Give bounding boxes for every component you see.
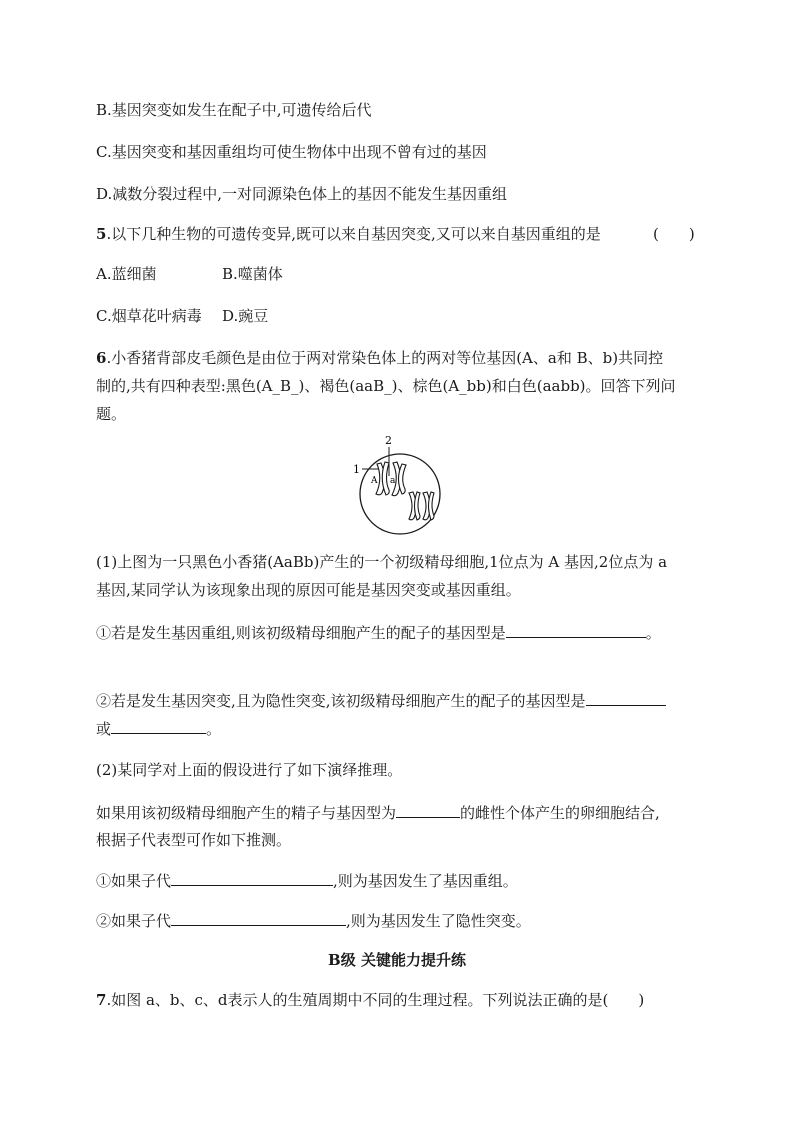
label-2: 2 xyxy=(385,434,392,447)
q5-option-d: D.豌豆 xyxy=(222,307,269,325)
answer-blank-3[interactable] xyxy=(111,718,206,734)
spermatocyte-figure xyxy=(340,432,460,542)
q7-number: 7 xyxy=(96,991,107,1009)
q6-part1-b2-start: 或 xyxy=(96,720,112,738)
q5-option-b: B.噬菌体 xyxy=(222,265,283,283)
homologous-pair-2 xyxy=(409,492,434,520)
q6-part2-line2-a: 如果用该初级精母细胞产生的精子与基因型为 xyxy=(96,804,397,822)
q4-option-d: D.减数分裂过程中,一对同源染色体上的基因不能发生基因重组 xyxy=(96,185,508,203)
answer-blank-4[interactable] xyxy=(396,802,460,818)
q6-part2-a-start: ①如果子代 xyxy=(96,872,172,890)
q6-part1-line1: (1)上图为一只黑色小香猪(AaBb)产生的一个初级精母细胞,1位点为 A 基因,2位点为 a xyxy=(96,553,668,571)
chromatid xyxy=(429,492,435,520)
section-b-heading: B级 关键能力提升练 xyxy=(328,951,466,969)
q5-option-c: C.烟草花叶病毒 xyxy=(96,307,202,325)
q6-stem-line2: 制的,共有四种表型:黑色(A_B_)、褐色(aaB_)、棕色(A_bb)和白色(aabb)。回答下列问 xyxy=(96,377,676,395)
q6-part2-a xyxy=(96,870,518,891)
q6-part2-b-start: ②如果子代 xyxy=(96,912,172,930)
q6-part2-b-end: ,则为基因发生了隐性突变。 xyxy=(346,912,531,930)
label-1: 1 xyxy=(353,463,360,476)
q6-part1-b2-end: 。 xyxy=(206,720,222,738)
q4-option-b: B.基因突变如发生在配子中,可遗传给后代 xyxy=(96,101,372,119)
q7-stem-text: .如图 a、b、c、d表示人的生殖周期中不同的生理过程。下列说法正确的是 xyxy=(106,991,603,1009)
q5-option-a: A.蓝细菌 xyxy=(96,265,157,283)
q5-number: 5 xyxy=(96,225,107,243)
q6-part2-line2 xyxy=(96,802,660,823)
q6-stem-line1 xyxy=(96,348,663,368)
q5-stem xyxy=(96,224,601,244)
q7-stem xyxy=(96,990,644,1010)
q5-stem-text: .以下几种生物的可遗传变异,既可以来自基因突变,又可以来自基因重组的是 xyxy=(106,225,601,243)
q6-stem-line3: 题。 xyxy=(96,405,127,423)
q6-part2-b xyxy=(96,910,531,931)
q6-part1-b xyxy=(96,690,666,711)
answer-blank-2[interactable] xyxy=(586,690,666,706)
q6-part2-line2-b: 的雌性个体产生的卵细胞结合, xyxy=(460,804,660,822)
q6-part1-a-text: ①若是发生基因重组,则该初级精母细胞产生的配子的基因型是 xyxy=(96,624,506,642)
q6-stem-text-1: .小香猪背部皮毛颜色是由位于两对常染色体上的两对等位基因(A、a和 B、b)共同控 xyxy=(106,349,664,367)
q6-part1-b2 xyxy=(96,718,221,739)
q6-part2-a-end: ,则为基因发生了基因重组。 xyxy=(333,872,518,890)
chromatid xyxy=(415,492,421,520)
q6-part2-line1: (2)某同学对上面的假设进行了如下演绎推理。 xyxy=(96,761,403,779)
q6-part1-line2: 基因,某同学认为该现象出现的原因可能是基因突变或基因重组。 xyxy=(96,581,521,599)
q6-part1-b-text: ②若是发生基因突变,且为隐性突变,该初级精母细胞产生的配子的基因型是 xyxy=(96,692,586,710)
answer-blank-1[interactable] xyxy=(506,622,646,638)
q4-option-c: C.基因突变和基因重组均可使生物体中出现不曾有过的基因 xyxy=(96,143,487,161)
q6-part1-a-end: 。 xyxy=(645,624,661,642)
q5-answer-paren: ( ) xyxy=(653,225,695,243)
q6-part1-a xyxy=(96,622,661,643)
allele-a-upper-label: A xyxy=(371,476,378,486)
answer-blank-6[interactable] xyxy=(171,910,346,926)
answer-blank-5[interactable] xyxy=(171,870,333,886)
q6-part2-line3: 根据子代表型可作如下推测。 xyxy=(96,831,292,849)
allele-a-lower-label: a xyxy=(390,476,396,486)
q7-answer-paren: ( ) xyxy=(602,991,645,1009)
q6-number: 6 xyxy=(96,349,107,367)
